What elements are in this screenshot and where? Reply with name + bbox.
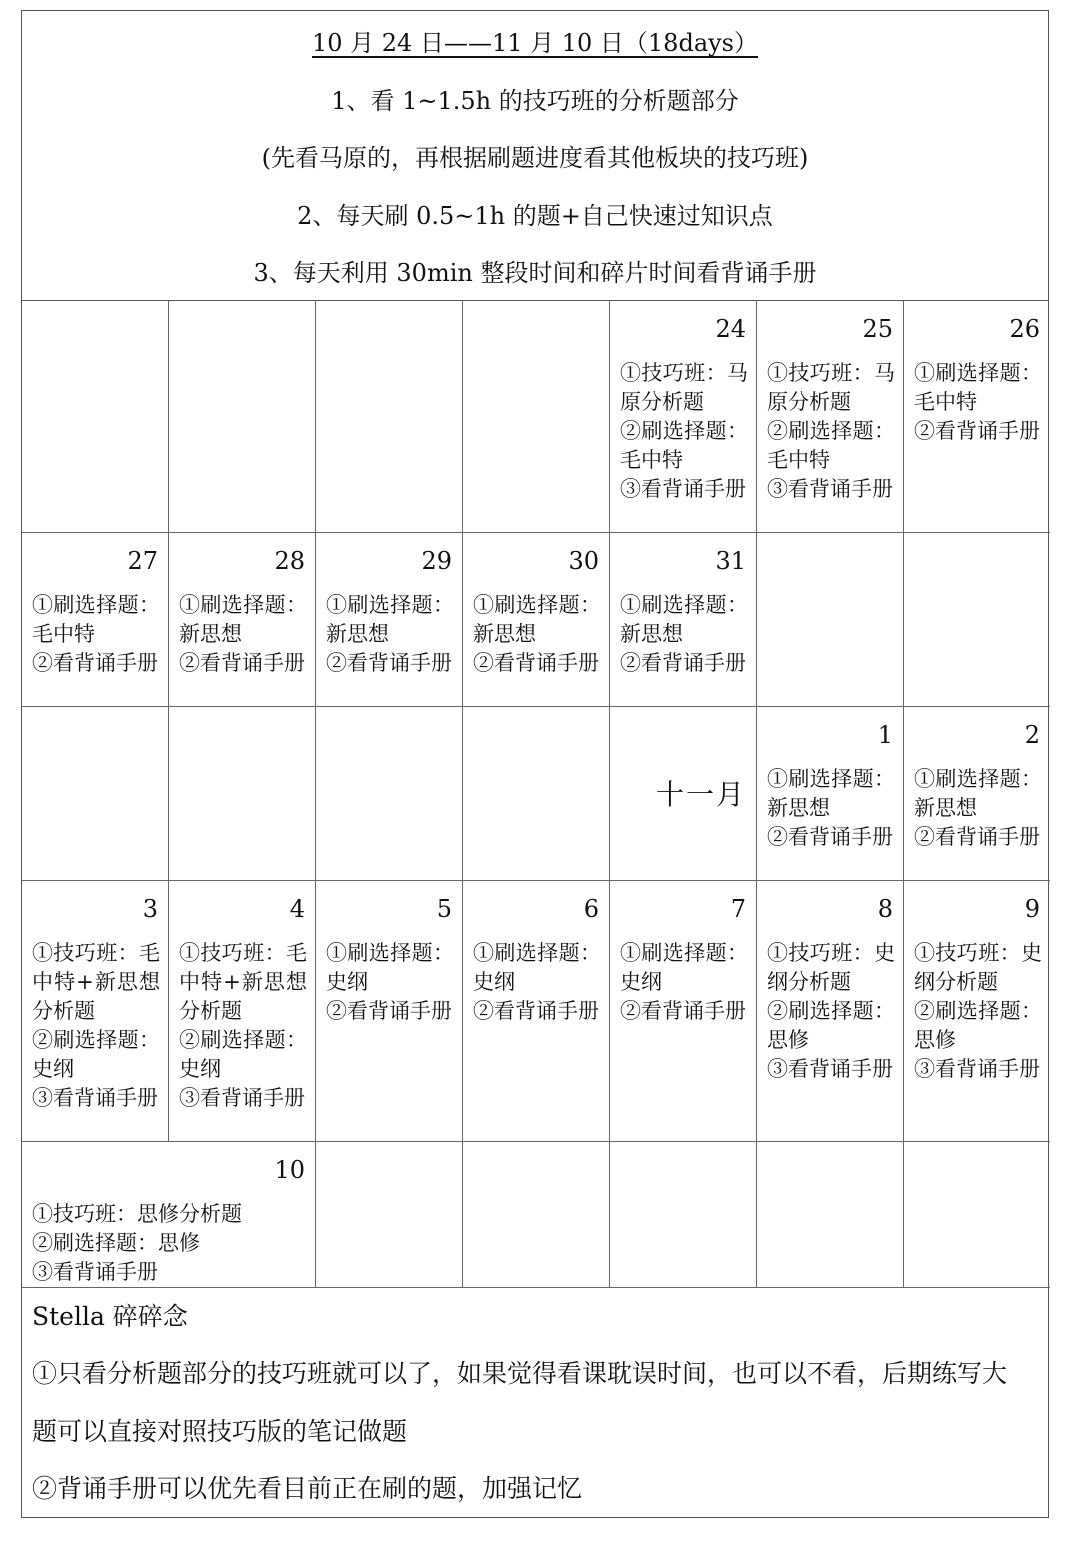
task-item: ①技巧班：思修分析题 [32,1202,242,1226]
task-item: ①刷选择题：新思想 [326,593,454,646]
task-list [179,591,307,678]
task-item: ②看背诵手册 [326,999,452,1023]
calendar-cell-oct-30 [463,533,610,707]
task-item: ③看背诵手册 [767,1057,893,1081]
day-number: 1 [877,721,893,749]
calendar-cell-empty [463,1142,610,1288]
task-item: ①刷选择题：毛中特 [914,361,1042,414]
notes-line-2: 题可以直接对照技巧版的笔记做题 [32,1417,408,1446]
task-item: ②看背诵手册 [914,419,1040,443]
task-item: ①技巧班：毛中特+新思想分析题 [32,941,160,1023]
calendar-cell-empty [904,1142,1050,1288]
plan-item-3: 3、每天利用 30min 整段时间和碎片时间看背诵手册 [253,259,817,287]
task-item: ①刷选择题：史纲 [473,941,601,994]
calendar-cell-nov-4 [169,881,316,1142]
calendar-cell-oct-28 [169,533,316,707]
day-number: 6 [583,895,599,923]
task-list [914,359,1042,446]
calendar-cell-nov-3 [22,881,169,1142]
day-number: 31 [715,547,746,575]
task-item: ②看背诵手册 [473,999,599,1023]
calendar-cell-empty [316,301,463,533]
plan-item-2: 2、每天刷 0.5~1h 的题+自己快速过知识点 [297,202,773,230]
day-number: 28 [274,547,305,575]
task-item: ②看背诵手册 [914,825,1040,849]
task-item: ②看背诵手册 [179,651,305,675]
day-number: 24 [715,315,746,343]
calendar-cell-oct-27 [22,533,169,707]
task-list [326,939,454,1026]
task-item: ②看背诵手册 [473,651,599,675]
task-item: ①刷选择题：新思想 [767,767,895,820]
calendar-cell-nov-2 [904,707,1050,881]
task-item: ①刷选择题：新思想 [620,593,748,646]
task-item: ①刷选择题：史纲 [620,941,748,994]
task-item: ①刷选择题：新思想 [473,593,601,646]
calendar-cell-nov-5 [316,881,463,1142]
calendar-cell-empty [757,1142,904,1288]
day-number: 2 [1024,721,1040,749]
task-list [32,1200,307,1287]
calendar-cell-empty [463,707,610,881]
calendar-cell-empty [316,707,463,881]
task-list [32,939,160,1113]
task-item: ③看背诵手册 [620,477,746,501]
task-list [473,939,601,1026]
task-item: ①刷选择题：毛中特 [32,593,160,646]
calendar-cell-nov-1 [757,707,904,881]
task-item: ②看背诵手册 [767,825,893,849]
day-number: 8 [877,895,893,923]
task-item: ①刷选择题：史纲 [326,941,454,994]
task-item: ①刷选择题：新思想 [179,593,307,646]
study-plan-sheet [21,10,1049,1518]
calendar-cell-oct-31 [610,533,757,707]
task-item: ②看背诵手册 [326,651,452,675]
notes-line-1: ①只看分析题部分的技巧班就可以了，如果觉得看课耽误时间，也可以不看，后期练写大 [32,1359,1008,1388]
task-item: ②刷选择题：思修 [914,999,1042,1052]
plan-item-1-note: (先看马原的，再根据刷题进度看其他板块的技巧班) [261,144,809,172]
task-list [914,765,1042,852]
calendar-cell-empty [463,301,610,533]
calendar-cell-empty [904,533,1050,707]
day-number: 7 [730,895,746,923]
task-list [620,359,748,504]
task-list [326,591,454,678]
calendar-cell-oct-25 [757,301,904,533]
calendar-cell-nov-6 [463,881,610,1142]
calendar-cell-nov-10 [22,1142,316,1288]
plan-title: 10 月 24 日——11 月 10 日（18days） [311,29,758,57]
calendar-cell-empty [610,1142,757,1288]
task-item: ②看背诵手册 [32,651,158,675]
task-item: ①技巧班：马原分析题 [767,361,895,414]
day-number: 26 [1009,315,1040,343]
task-list [179,939,307,1113]
task-list [32,591,160,678]
plan-item-1: 1、看 1~1.5h 的技巧班的分析题部分 [331,87,739,115]
month-label: 十一月 [655,778,746,811]
calendar-cell-oct-29 [316,533,463,707]
day-number: 10 [274,1156,305,1184]
task-item: ①技巧班：马原分析题 [620,361,748,414]
day-number: 9 [1024,895,1040,923]
day-number: 5 [436,895,452,923]
task-item: ②刷选择题：思修 [32,1231,200,1255]
calendar-cell-empty [22,707,169,881]
calendar-cell-empty [22,301,169,533]
task-item: ②刷选择题：史纲 [32,1028,160,1081]
task-item: ②刷选择题：思修 [767,999,895,1052]
calendar-cell-nov-8 [757,881,904,1142]
day-number: 29 [421,547,452,575]
task-item: ②刷选择题：毛中特 [620,419,748,472]
task-list [914,939,1042,1084]
plan-header [22,11,1048,301]
task-item: ③看背诵手册 [914,1057,1040,1081]
task-item: ②刷选择题：史纲 [179,1028,307,1081]
task-item: ①技巧班：史纲分析题 [767,941,895,994]
calendar-cell-oct-26 [904,301,1050,533]
task-list [473,591,601,678]
task-list [767,359,895,504]
calendar-grid [22,301,1048,1288]
calendar-cell-empty [757,533,904,707]
day-number: 4 [289,895,305,923]
calendar-cell-nov-9 [904,881,1050,1142]
calendar-cell-month-label [610,707,757,881]
calendar-cell-empty [169,707,316,881]
day-number: 30 [568,547,599,575]
task-item: ①刷选择题：新思想 [914,767,1042,820]
task-item: ①技巧班：史纲分析题 [914,941,1042,994]
notes-heading: Stella 碎碎念 [32,1302,188,1331]
calendar-cell-empty [316,1142,463,1288]
task-item: ③看背诵手册 [179,1086,305,1110]
calendar-cell-nov-7 [610,881,757,1142]
calendar-cell-oct-24 [610,301,757,533]
task-item: ②刷选择题：毛中特 [767,419,895,472]
task-item: ③看背诵手册 [32,1086,158,1110]
calendar-cell-empty [169,301,316,533]
task-list [620,939,748,1026]
task-item: ②看背诵手册 [620,651,746,675]
task-item: ②看背诵手册 [620,999,746,1023]
notes-line-3: ②背诵手册可以优先看目前正在刷的题，加强记忆 [32,1474,583,1503]
notes-section [22,1288,1048,1517]
task-list [620,591,748,678]
day-number: 3 [142,895,158,923]
task-list [767,939,895,1084]
day-number: 25 [862,315,893,343]
task-item: ①技巧班：毛中特+新思想分析题 [179,941,307,1023]
day-number: 27 [127,547,158,575]
task-list [767,765,895,852]
task-item: ③看背诵手册 [32,1260,158,1284]
task-item: ③看背诵手册 [767,477,893,501]
